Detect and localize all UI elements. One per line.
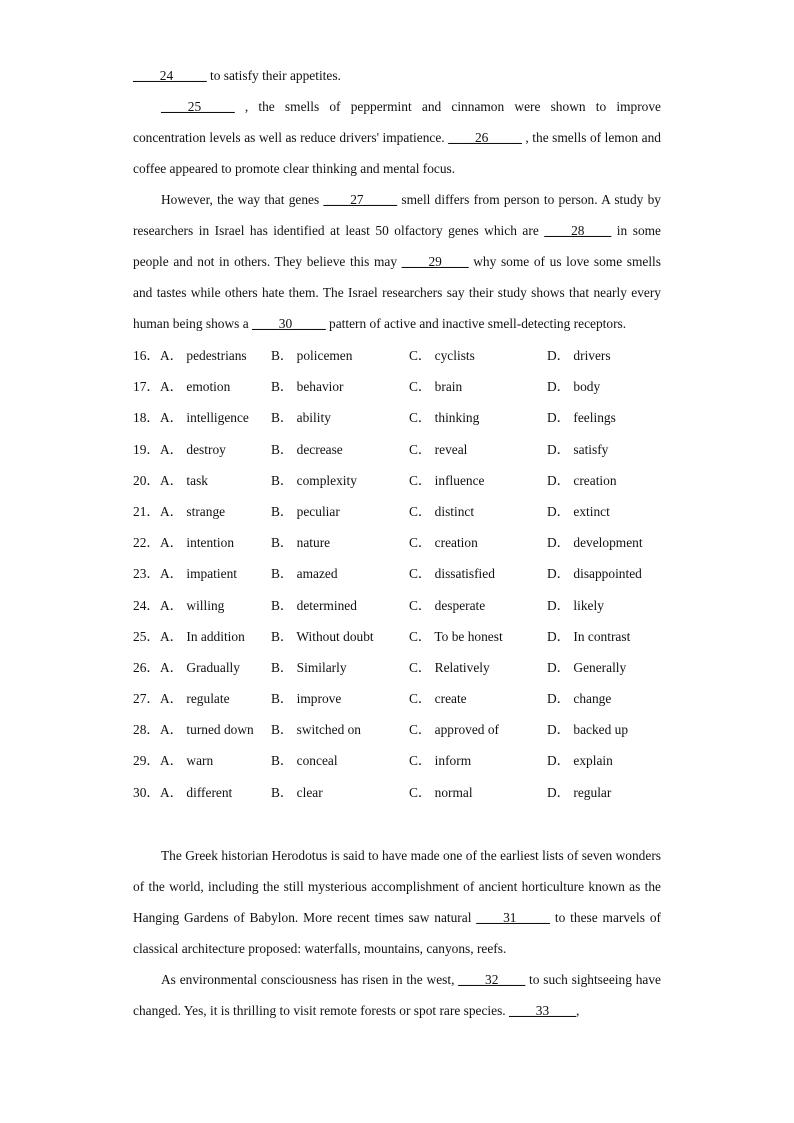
question-number: 25． — [133, 628, 160, 644]
option-b: B． ability — [271, 410, 331, 426]
question-row — [133, 558, 661, 589]
question-number: 17． — [133, 379, 160, 395]
option-d: D． extinct — [547, 503, 610, 519]
option-c: C． cyclists — [409, 348, 475, 363]
option-a: A． willing — [160, 597, 225, 613]
blank-25: ____25_____ — [161, 99, 235, 114]
option-b: B． Similarly — [271, 659, 347, 675]
option-d: D． Generally — [547, 659, 627, 675]
option-a: A． warn — [160, 753, 214, 769]
option-b: B． complexity — [271, 472, 357, 488]
option-a: A． regulate — [160, 691, 230, 707]
passage-text: , the smells of peppermint and cinnamon were shown to improve concentration levels as well as reduce drivers' impatience. — [133, 99, 661, 145]
question-row — [133, 371, 661, 402]
option-b: B． Without doubt — [271, 628, 374, 644]
option-d: D． drivers — [547, 348, 611, 363]
passage-text: to such sightseeing have changed. Yes, it is thrilling to visit remote forests or spot rare species. — [133, 971, 661, 1018]
question-row — [133, 621, 661, 652]
question-number: 30． — [133, 784, 160, 800]
question-row — [133, 777, 661, 808]
option-a: A． Gradually — [160, 659, 240, 675]
option-a: A． different — [160, 784, 233, 800]
passage-text: , the smells of lemon and coffee appeared to promote clear thinking and mental focus. — [133, 130, 661, 176]
option-c: C． desperate — [409, 597, 486, 613]
passage-text: why some of us love some smells and tastes while others hate them. The Israel researchers say their study shows that nearly every human being shows a — [133, 254, 661, 331]
question-number: 16． — [133, 348, 160, 363]
question-number: 28． — [133, 722, 160, 738]
option-d: D． creation — [547, 472, 617, 488]
option-d: D． body — [547, 379, 601, 395]
option-a: A． turned down — [160, 722, 254, 738]
question-row — [133, 745, 661, 776]
question-row — [133, 496, 661, 527]
option-c: C． influence — [409, 472, 485, 488]
question-number: 22． — [133, 535, 160, 551]
passage-text: As environmental consciousness has risen in the west, — [161, 971, 459, 987]
passage2-paragraph-1 — [133, 840, 661, 964]
question-number: 21． — [133, 503, 160, 519]
option-d: D． satisfy — [547, 441, 609, 457]
option-c: C． reveal — [409, 441, 468, 457]
option-a: A． intelligence — [160, 410, 249, 426]
blank-29: ____29____ — [401, 254, 469, 269]
worksheet-page — [133, 60, 661, 1026]
option-d: D． regular — [547, 784, 612, 800]
question-row — [133, 714, 661, 745]
option-c: C． thinking — [409, 410, 480, 426]
question-row — [133, 402, 661, 433]
option-b: B． amazed — [271, 566, 338, 582]
passage1-paragraph-3 — [133, 184, 661, 339]
option-d: D． In contrast — [547, 628, 631, 644]
question-number: 24． — [133, 597, 160, 613]
passage-text: The Greek historian Herodotus is said to have made one of the earliest lists of seven wonders of the world, including the still mysterious accomplishment of ancient horticulture known as the Hanging Gardens of Babylon. More recent times saw natural — [133, 847, 661, 925]
passage-text: in some people and not in others. They believe this may — [133, 223, 661, 269]
question-options-list — [133, 340, 661, 808]
option-c: C． approved of — [409, 722, 499, 738]
option-c: C． normal — [409, 784, 473, 800]
option-b: B． conceal — [271, 753, 338, 769]
question-row — [133, 527, 661, 558]
option-b: B． peculiar — [271, 503, 340, 519]
passage1-paragraph-1 — [133, 60, 661, 91]
question-number: 19． — [133, 441, 160, 457]
passage-text: pattern of active and inactive smell-detecting receptors. — [325, 316, 627, 331]
question-number: 20． — [133, 472, 160, 488]
question-row — [133, 683, 661, 714]
option-b: B． behavior — [271, 379, 344, 395]
option-a: A． strange — [160, 503, 226, 519]
option-b: B． clear — [271, 784, 323, 800]
option-c: C． create — [409, 691, 467, 707]
question-row — [133, 652, 661, 683]
question-row — [133, 434, 661, 465]
option-d: D． explain — [547, 753, 613, 769]
question-row — [133, 465, 661, 496]
passage-text: to these marvels of classical architecture proposed: waterfalls, mountains, canyons, reefs. — [133, 909, 661, 956]
option-c: C． inform — [409, 753, 472, 769]
blank-32: ____32____ — [458, 971, 526, 987]
passage1-paragraph-2 — [133, 91, 661, 184]
option-d: D． backed up — [547, 722, 629, 738]
option-c: C． To be honest — [409, 628, 503, 644]
question-number: 29． — [133, 753, 160, 769]
blank-24: ____24_____ — [133, 68, 207, 83]
option-d: D． change — [547, 691, 612, 707]
blank-33: ____33____ — [509, 1002, 576, 1018]
question-number: 26． — [133, 659, 160, 675]
passage-text: to satisfy their appetites. — [206, 68, 341, 83]
passage-text: However, the way that genes — [161, 192, 324, 207]
question-number: 23． — [133, 566, 160, 582]
blank-28: ____28____ — [544, 223, 612, 238]
option-a: A． intention — [160, 535, 235, 551]
option-c: C． brain — [409, 379, 463, 395]
option-b: B． nature — [271, 535, 331, 551]
blank-27: ____27_____ — [323, 192, 398, 207]
question-number: 27． — [133, 691, 160, 707]
question-row — [133, 340, 661, 371]
option-c: C． dissatisfied — [409, 566, 495, 582]
passage-text: , — [575, 1002, 580, 1018]
option-c: C． creation — [409, 535, 478, 551]
option-a: A． impatient — [160, 566, 237, 582]
option-d: D． disappointed — [547, 566, 642, 582]
option-a: A． emotion — [160, 379, 231, 395]
option-d: D． likely — [547, 597, 604, 613]
passage2-paragraph-2 — [133, 964, 661, 1026]
option-b: B． switched on — [271, 722, 362, 738]
option-a: A． destroy — [160, 441, 226, 457]
option-c: C． Relatively — [409, 659, 490, 675]
passage-text: smell differs from person to person. A study by researchers in Israel has identified at least 50 olfactory genes which are — [133, 192, 661, 238]
option-a: A． pedestrians — [160, 348, 247, 363]
option-a: A． task — [160, 472, 208, 488]
option-b: B． policemen — [271, 348, 353, 363]
blank-30: ____30_____ — [252, 316, 326, 331]
option-c: C． distinct — [409, 503, 475, 519]
blank-31: ____31_____ — [476, 909, 550, 925]
option-d: D． development — [547, 535, 643, 551]
option-b: B． determined — [271, 597, 357, 613]
question-number: 18． — [133, 410, 160, 426]
section-spacer — [133, 808, 661, 840]
option-b: B． improve — [271, 691, 342, 707]
option-d: D． feelings — [547, 410, 616, 426]
option-a: A． In addition — [160, 628, 245, 644]
question-row — [133, 590, 661, 621]
blank-26: ____26_____ — [448, 130, 522, 145]
option-b: B． decrease — [271, 441, 343, 457]
